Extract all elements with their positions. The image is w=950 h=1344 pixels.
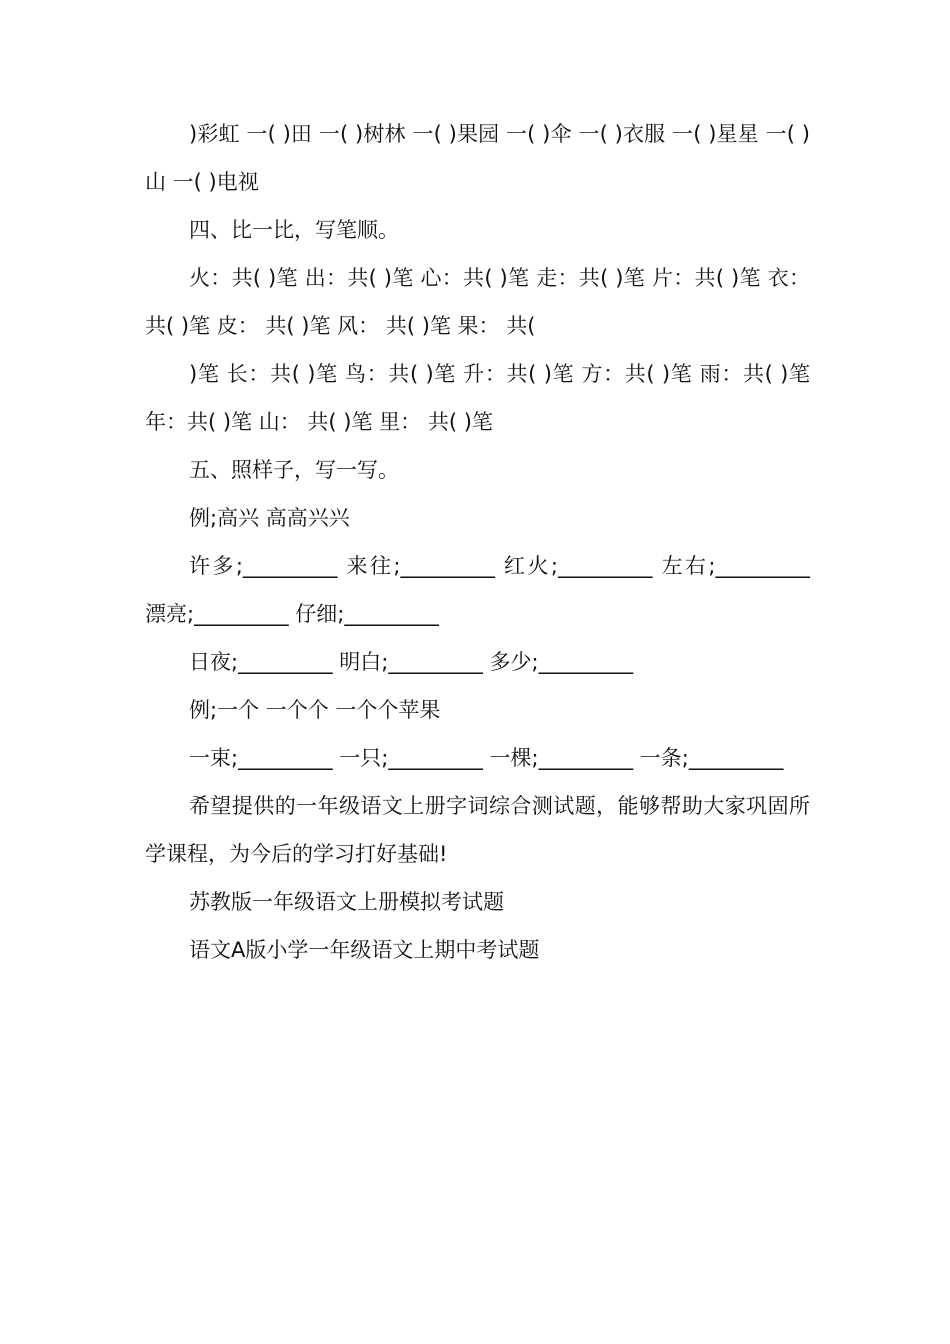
example-measure-word: 例;一个 一个个 一个个苹果 — [189, 698, 441, 722]
aabb-exercise-1: 许多;_________ 来往;_________ 红火;_________ 左右;_________ 漂亮;_________ 仔细;_________ — [145, 554, 810, 626]
aabb-exercise-2: 日夜;_________ 明白;_________ 多少;_________ — [189, 650, 634, 674]
related-link-1: 苏教版一年级语文上册模拟考试题 — [189, 890, 504, 914]
document-body — [145, 110, 810, 974]
example-aabb: 例;高兴 高高兴兴 — [189, 506, 350, 530]
section-five-heading: 五、照样子，写一写。 — [189, 458, 399, 482]
measure-word-fill-exercise: 一束;_________ 一只;_________ 一棵;_________ 一条;_________ — [189, 746, 784, 770]
stroke-count-exercise-2: )笔 长：共( )笔 鸟：共( )笔 升：共( )笔 方：共( )笔 雨：共( )笔 年：共( )笔 山： 共( )笔 里： 共( )笔 — [145, 362, 810, 434]
section-four-heading: 四、比一比，写笔顺。 — [189, 218, 399, 242]
stroke-count-exercise-1: 火：共( )笔 出：共( )笔 心：共( )笔 走：共( )笔 片：共( )笔 衣：共( )笔 皮： 共( )笔 风： 共( )笔 果： 共( — [145, 266, 810, 338]
measure-word-exercise: )彩虹 一( )田 一( )树林 一( )果园 一( )伞 一( )衣服 一( )星星 一( )山 一( )电视 — [145, 122, 810, 194]
closing-note: 希望提供的一年级语文上册字词综合测试题，能够帮助大家巩固所学课程，为今后的学习打好基础! — [145, 794, 810, 866]
related-link-2: 语文A版小学一年级语文上期中考试题 — [189, 938, 540, 962]
